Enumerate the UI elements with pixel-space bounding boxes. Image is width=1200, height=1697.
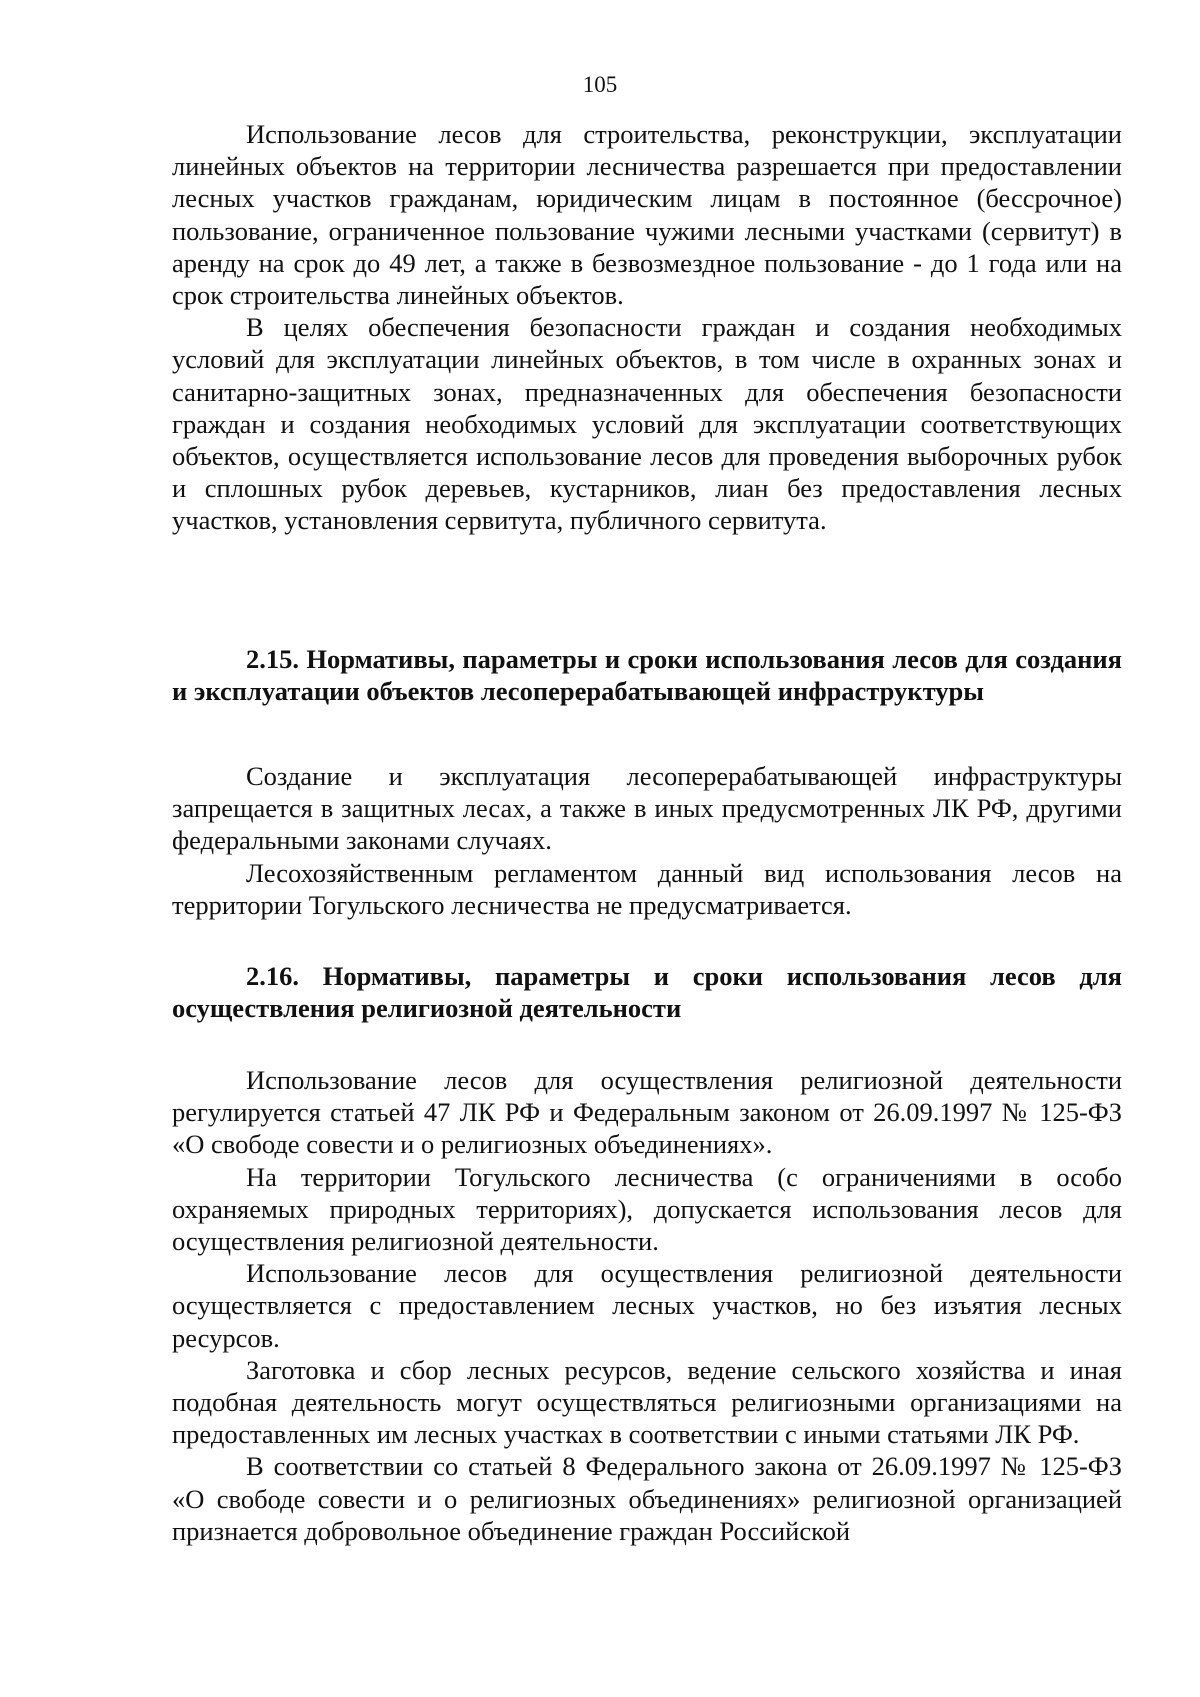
section-2-16-heading-block bbox=[172, 960, 1122, 1024]
paragraph: Создание и эксплуатация лесоперерабатывающей инфраструктуры запрещается в защитных лесах, а также в иных предусмотренных ЛК РФ, другими федеральными законами случаях. bbox=[172, 761, 1122, 856]
paragraph: Использование лесов для строительства, реконструкции, эксплуатации линейных объектов на территории лесничества разрешается при предоставлении лесных участков гражданам, юридическим лицам в постоянное (бессрочное) пользование, ограниченное пользование чужими лесными участками (сервитут) в аренду на срок до 49 лет, а также в безвозмездное пользование - до 1 года или на срок строительства линейных объектов. bbox=[172, 119, 1122, 311]
section-heading: 2.15. Нормативы, параметры и сроки использования лесов для создания и эксплуатации объектов лесоперерабатывающей инфраструктуры bbox=[172, 644, 1122, 707]
section-2-14-continuation bbox=[172, 118, 1122, 537]
paragraph: Заготовка и сбор лесных ресурсов, ведение сельского хозяйства и иная подобная деятельность могут осуществляться религиозными организациями на предоставленных им лесных участках в соответствии с иными статьями ЛК РФ. bbox=[172, 1354, 1122, 1450]
paragraph: На территории Тогульского лесничества (с ограничениями в особо охраняемых природных территориях), допускается использования лесов для осуществления религиозной деятельности. bbox=[172, 1161, 1122, 1257]
section-heading: 2.16. Нормативы, параметры и сроки использования лесов для осуществления религиозной деятельности bbox=[172, 961, 1122, 1024]
section-2-15-body bbox=[172, 760, 1122, 921]
section-2-16-body bbox=[172, 1064, 1122, 1547]
paragraph: Лесохозяйственным регламентом данный вид использования лесов на территории Тогульского лесничества не предусматривается. bbox=[172, 857, 1122, 920]
page-number: 105 bbox=[582, 72, 618, 97]
section-2-15-heading-block bbox=[172, 643, 1122, 707]
paragraph: В целях обеспечения безопасности граждан и создания необходимых условий для эксплуатации линейных объектов, в том числе в охранных зонах и санитарно-защитных зонах, предназначенных для обеспечения безопасности граждан и создания необходимых условий для эксплуатации соответствующих объектов, осуществляется использование лесов для проведения выборочных рубок и сплошных рубок деревьев, кустарников, лиан без предоставления лесных участков, установления сервитута, публичного сервитута. bbox=[172, 312, 1122, 536]
paragraph: Использование лесов для осуществления религиозной деятельности осуществляется с предоставлением лесных участков, но без изъятия лесных ресурсов. bbox=[172, 1258, 1122, 1353]
paragraph: В соответствии со статьей 8 Федерального закона от 26.09.1997 № 125-ФЗ «О свободе совести и о религиозных объединениях» религиозной организацией признается добровольное объединение граждан Российской bbox=[172, 1451, 1122, 1546]
paragraph: Использование лесов для осуществления религиозной деятельности регулируется статьей 47 ЛК РФ и Федеральным законом от 26.09.1997 № 125-ФЗ «О свободе совести и о религиозных объединениях». bbox=[172, 1065, 1122, 1160]
